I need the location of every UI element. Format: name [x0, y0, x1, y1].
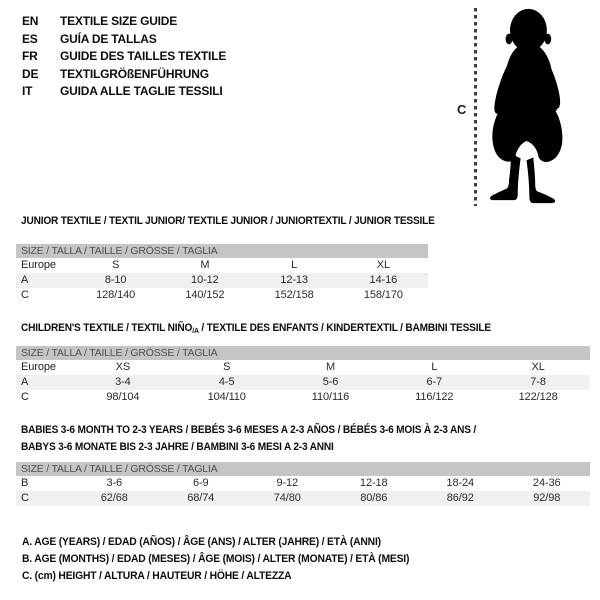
- height-cell: 68/74: [187, 492, 215, 504]
- junior-size-header-bar: SIZE / TALLA / TAILLE / GRÖSSE / TAGLIA: [16, 244, 428, 258]
- row-label: Europe: [21, 259, 56, 271]
- size-cell: M: [325, 361, 336, 373]
- babies-table-title-line1: BABIES 3-6 MONTH TO 2-3 YEARS / BEBÉS 3-6 MESES A 2-3 AÑOS / BÉBÉS 3-6 MOIS À 2-3 ANS /: [21, 424, 477, 436]
- lang-code: IT: [22, 84, 33, 98]
- lang-code: DE: [22, 66, 39, 81]
- table-row: [16, 360, 590, 375]
- age-cell: 12-13: [280, 274, 308, 286]
- age-cell: 14-16: [369, 274, 398, 286]
- size-cell: L: [431, 361, 438, 373]
- height-cell: 158/170: [363, 289, 403, 301]
- footnote-a: A. AGE (YEARS) / EDAD (AÑOS) / ÂGE (ANS) / ALTER (JAHRE) / ETÀ (ANNI): [22, 536, 381, 548]
- language-title-block: [22, 13, 226, 101]
- babies-size-header-bar: SIZE / TALLA / TAILLE / GRÖSSE / TAGLIA: [16, 462, 590, 476]
- babies-table-title-line2: BABYS 3-6 MONATE BIS 2-3 JAHRE / BAMBINI 3-6 MESI A 2-3 ANNI: [21, 441, 334, 453]
- months-cell: 12-18: [359, 477, 388, 489]
- height-cell: 74/80: [273, 492, 301, 504]
- months-cell: 18-24: [446, 477, 475, 489]
- size-cell: M: [200, 259, 210, 271]
- table-row: [16, 273, 428, 288]
- height-cell: 128/140: [96, 289, 136, 301]
- height-cell: 116/122: [415, 391, 454, 403]
- height-cell: 86/92: [446, 492, 474, 504]
- height-cell: 122/128: [518, 391, 558, 403]
- lang-label: TEXTILGRÖßENFÜHRUNG: [60, 66, 209, 81]
- children-table-title: [21, 322, 491, 335]
- size-cell: XL: [376, 259, 390, 271]
- table-row: [16, 288, 428, 303]
- lang-label: GUIDE DES TAILLES TEXTILE: [60, 49, 227, 63]
- table-row: [16, 390, 590, 405]
- lang-row-fr: [22, 48, 226, 66]
- height-cell: 140/152: [185, 289, 225, 301]
- height-cell: 110/116: [311, 391, 350, 403]
- row-label: Europe: [21, 361, 56, 373]
- lang-label: GUÍA DE TALLAS: [60, 31, 157, 46]
- lang-label: GUIDA ALLE TAGLIE TESSILI: [60, 84, 223, 98]
- children-title-sub: /A: [192, 326, 199, 335]
- lang-row-es: [22, 31, 226, 49]
- months-cell: 24-36: [532, 477, 561, 489]
- age-cell: 3-4: [115, 376, 131, 388]
- age-cell: 10-12: [191, 274, 219, 286]
- months-cell: 3-6: [106, 477, 123, 489]
- row-label: C: [21, 289, 29, 301]
- size-cell: S: [112, 259, 120, 271]
- size-cell: S: [223, 361, 231, 373]
- height-cell: 98/104: [106, 391, 140, 403]
- age-cell: 4-5: [218, 376, 235, 388]
- lang-code: ES: [22, 31, 38, 46]
- lang-code: FR: [22, 49, 38, 63]
- children-size-header-bar: SIZE / TALLA / TAILLE / GRÖSSE / TAGLIA: [16, 346, 590, 360]
- height-measure-label: C: [457, 102, 467, 117]
- row-label: C: [21, 492, 29, 504]
- age-cell: 5-6: [322, 376, 339, 388]
- lang-row-de: [22, 66, 226, 84]
- row-label: A: [21, 274, 29, 286]
- lang-code: EN: [22, 14, 39, 28]
- age-cell: 8-10: [104, 274, 127, 286]
- junior-size-table: [16, 258, 428, 303]
- height-cell: 92/98: [533, 492, 561, 504]
- footnote-legend: [22, 534, 409, 585]
- height-cell: 62/68: [100, 492, 128, 504]
- months-cell: 9-12: [276, 477, 299, 489]
- row-label: A: [21, 376, 29, 388]
- size-cell: XL: [531, 361, 545, 373]
- table-row: [16, 476, 590, 491]
- footnote-b: B. AGE (MONTHS) / EDAD (MESES) / ÂGE (MOIS) / ALTER (MONATE) / ETÀ (MESI): [22, 553, 410, 565]
- footnote-c: C. (cm) HEIGHT / ALTURA / HAUTEUR / HÖHE / ALTEZZA: [22, 570, 292, 582]
- height-cell: 104/110: [207, 391, 246, 403]
- lang-row-en: [22, 13, 226, 31]
- row-label: C: [21, 391, 29, 403]
- age-cell: 6-7: [426, 376, 443, 388]
- toddler-silhouette: [481, 6, 571, 206]
- table-row: [16, 491, 590, 506]
- table-row: [16, 258, 428, 273]
- babies-size-table: [16, 476, 590, 506]
- children-size-table: [16, 360, 590, 405]
- age-cell: 7-8: [530, 376, 546, 388]
- lang-row-it: [22, 83, 226, 101]
- junior-table-title: JUNIOR TEXTILE / TEXTIL JUNIOR/ TEXTILE JUNIOR / JUNIORTEXTIL / JUNIOR TESSILE: [21, 215, 435, 227]
- table-row: [16, 375, 590, 390]
- height-cell: 152/158: [274, 289, 314, 301]
- lang-label: TEXTILE SIZE GUIDE: [60, 14, 178, 28]
- row-label: B: [21, 477, 29, 489]
- children-title-post: / TEXTILE DES ENFANTS / KINDERTEXTIL / BAMBINI TESSILE: [198, 322, 491, 334]
- children-title-pre: CHILDREN'S TEXTILE / TEXTIL NIÑO: [21, 322, 193, 334]
- size-cell: XS: [115, 361, 131, 373]
- months-cell: 6-9: [192, 477, 209, 489]
- size-cell: L: [291, 259, 298, 271]
- height-cell: 80/86: [360, 492, 388, 504]
- height-dashed-line: [474, 8, 477, 206]
